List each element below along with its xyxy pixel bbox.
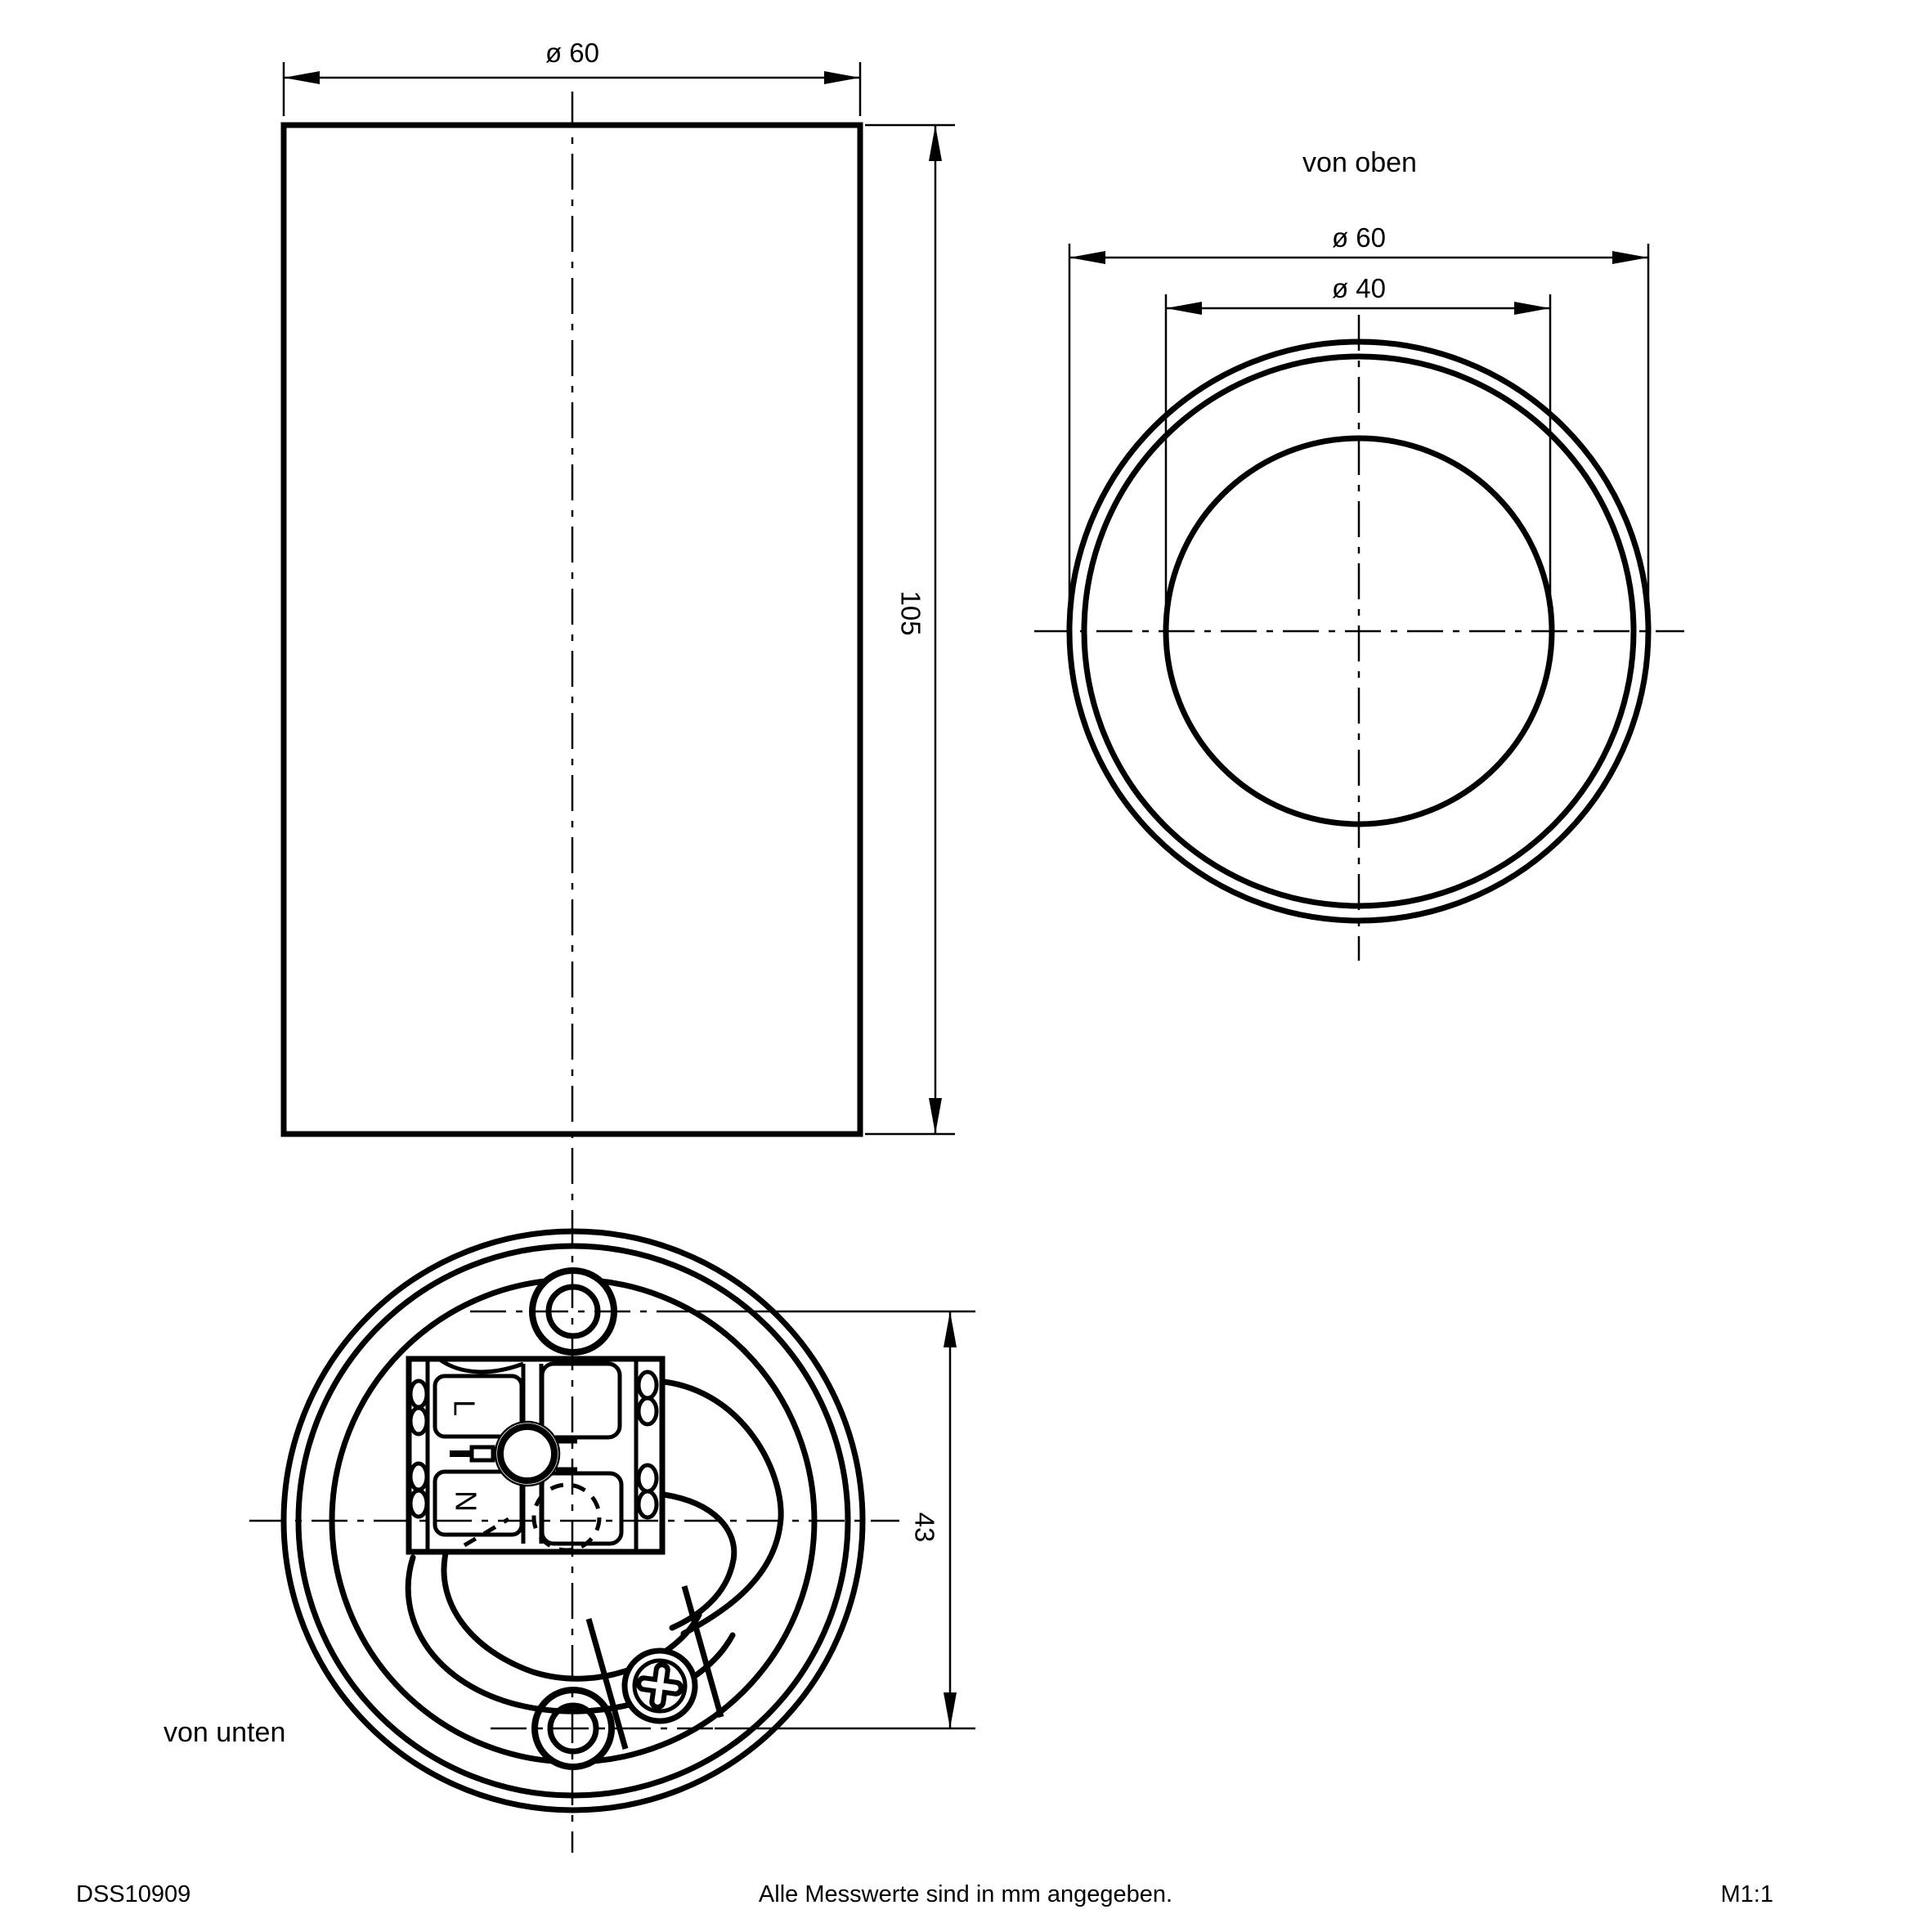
top-view-title: von oben	[1302, 147, 1417, 178]
bottom-view-title: von unten	[164, 1717, 286, 1748]
terminal-compartment-bottom-right	[542, 1473, 621, 1544]
hole-spacing-label: 43	[909, 1512, 940, 1543]
phillips-screw	[620, 1646, 699, 1725]
terminal-neutral-label: N	[449, 1490, 483, 1512]
footer	[76, 1881, 1773, 1907]
front-height-dimension	[865, 125, 955, 1134]
arrowhead-left	[1069, 251, 1105, 264]
arrowhead-left	[1166, 302, 1202, 315]
arrowhead-bottom	[929, 1098, 942, 1134]
units-note: Alle Messwerte sind in mm angegeben.	[758, 1881, 1173, 1907]
arrowhead-right	[1514, 302, 1550, 315]
arrowhead-right	[1612, 251, 1648, 264]
front-height-label: 105	[895, 590, 926, 636]
arrowhead-bottom	[944, 1692, 957, 1728]
terminal-live-label: L	[447, 1399, 482, 1417]
part-number: DSS10909	[76, 1881, 191, 1907]
arrowhead-top	[929, 125, 942, 161]
scale-label: M1:1	[1720, 1881, 1773, 1907]
terminal-compartment-top-right	[542, 1364, 620, 1437]
top-inner-diameter-label: ø 40	[1331, 273, 1387, 303]
top-view	[1034, 147, 1684, 961]
earth-symbol-box	[472, 1447, 493, 1460]
terminal-block	[409, 1359, 662, 1552]
top-outer-diameter-label: ø 60	[1331, 222, 1387, 253]
center-boss-outer	[495, 1422, 559, 1486]
arrowhead-top	[944, 1311, 957, 1347]
bottom-view	[164, 1231, 975, 1810]
arrowhead-right	[824, 71, 860, 84]
front-view	[284, 38, 955, 1134]
arrowhead-left	[284, 71, 320, 84]
front-diameter-label: ø 60	[545, 38, 600, 68]
